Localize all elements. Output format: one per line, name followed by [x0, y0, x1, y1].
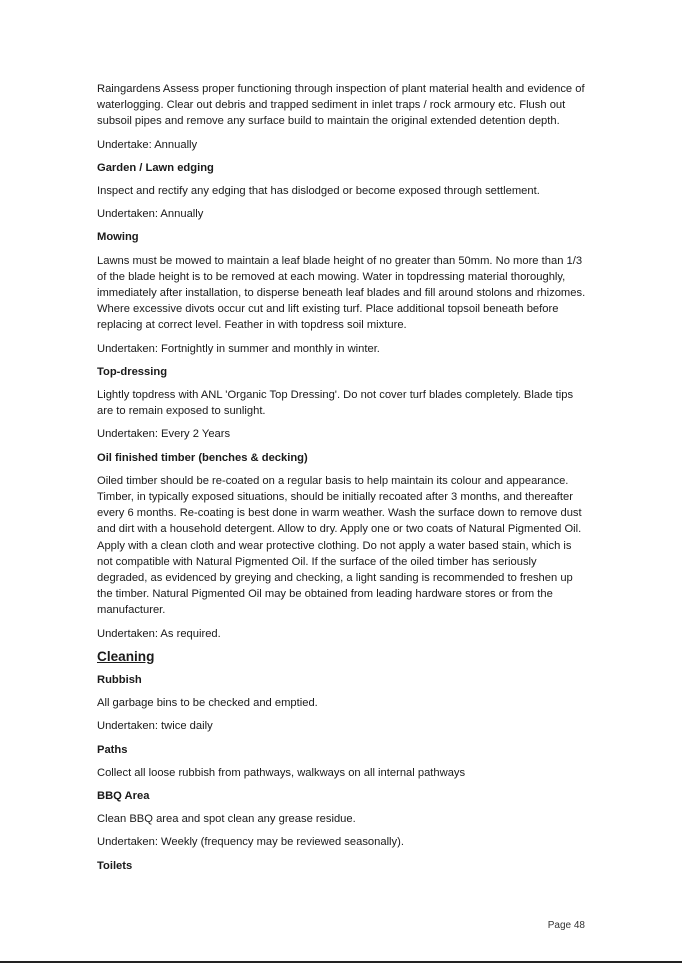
topdressing-heading: Top-dressing — [97, 365, 168, 378]
mowing-paragraph: Lawns must be mowed to maintain a leaf blade height of no greater than 50mm. No more than 1/3 of the blade height is to be removed at each mowing. Water in topdressing material thoroughly, immediately after installation, to disperse beneath leaf blades and fill around stolons and rhizomes. Where excessive divots occur cut and lift existing turf. Place additional topsoil beneath before replacing at correct level. Feather in with topdress soil mixture. — [97, 254, 586, 332]
rubbish-heading: Rubbish — [97, 673, 142, 686]
paths-heading: Paths — [97, 743, 128, 756]
toilets-heading: Toilets — [97, 859, 133, 872]
cleaning-section-heading: Cleaning — [97, 648, 155, 664]
rubbish-paragraph: All garbage bins to be checked and emptied. — [97, 697, 318, 710]
bbq-frequency: Undertaken: Weekly (frequency may be reviewed seasonally). — [97, 836, 404, 849]
bbq-paragraph: Clean BBQ area and spot clean any grease residue. — [97, 813, 356, 826]
paths-paragraph: Collect all loose rubbish from pathways, walkways on all internal pathways — [97, 766, 466, 779]
topdressing-paragraph: Lightly topdress with ANL 'Organic Top Dressing'. Do not cover turf blades completely. Blade tips are to remain exposed to sunlight. — [97, 389, 574, 418]
raingardens-frequency: Undertake: Annually — [97, 138, 198, 151]
document-body — [97, 81, 587, 881]
edging-paragraph: Inspect and rectify any edging that has dislodged or become exposed through settlement. — [97, 185, 540, 198]
edging-frequency: Undertaken: Annually — [97, 208, 204, 221]
page-bottom-divider — [0, 961, 682, 963]
topdressing-frequency: Undertaken: Every 2 Years — [97, 428, 231, 441]
timber-paragraph: Oiled timber should be re-coated on a regular basis to help maintain its colour and appearance. Timber, in typically exposed situations, should be initially recoated after 3 months, and thereafter every 6 months. Re-coating is best done in warm weather. Wash the surface down to remove dust and dirt with a household detergent. Allow to dry. Apply one or two coats of Natural Pigmented Oil. Apply with a clean cloth and wear protective clothing. Do not apply a water based stain, which is not compatible with Natural Pigmented Oil. If the surface of the oiled timber has seriously degraded, as evidenced by greying and checking, a light sanding is recommended to freshen up the timber. Natural Pigmented Oil may be obtained from leading hardware stores or from the manufacturer. — [97, 474, 582, 617]
timber-frequency: Undertaken: As required. — [97, 627, 221, 640]
rubbish-frequency: Undertaken: twice daily — [97, 720, 213, 733]
edging-heading: Garden / Lawn edging — [97, 161, 214, 174]
mowing-frequency: Undertaken: Fortnightly in summer and monthly in winter. — [97, 342, 380, 355]
timber-heading: Oil finished timber (benches & decking) — [97, 451, 308, 464]
raingardens-paragraph: Raingardens Assess proper functioning through inspection of plant material health and evidence of waterlogging. Clear out debris and trapped sediment in inlet traps / rock armoury etc. Flush out subsoil pipes and remove any surface build to maintain the original extended detention depth. — [97, 83, 585, 128]
mowing-heading: Mowing — [97, 231, 139, 244]
page-number: Page 48 — [547, 920, 585, 931]
bbq-heading: BBQ Area — [97, 789, 150, 802]
